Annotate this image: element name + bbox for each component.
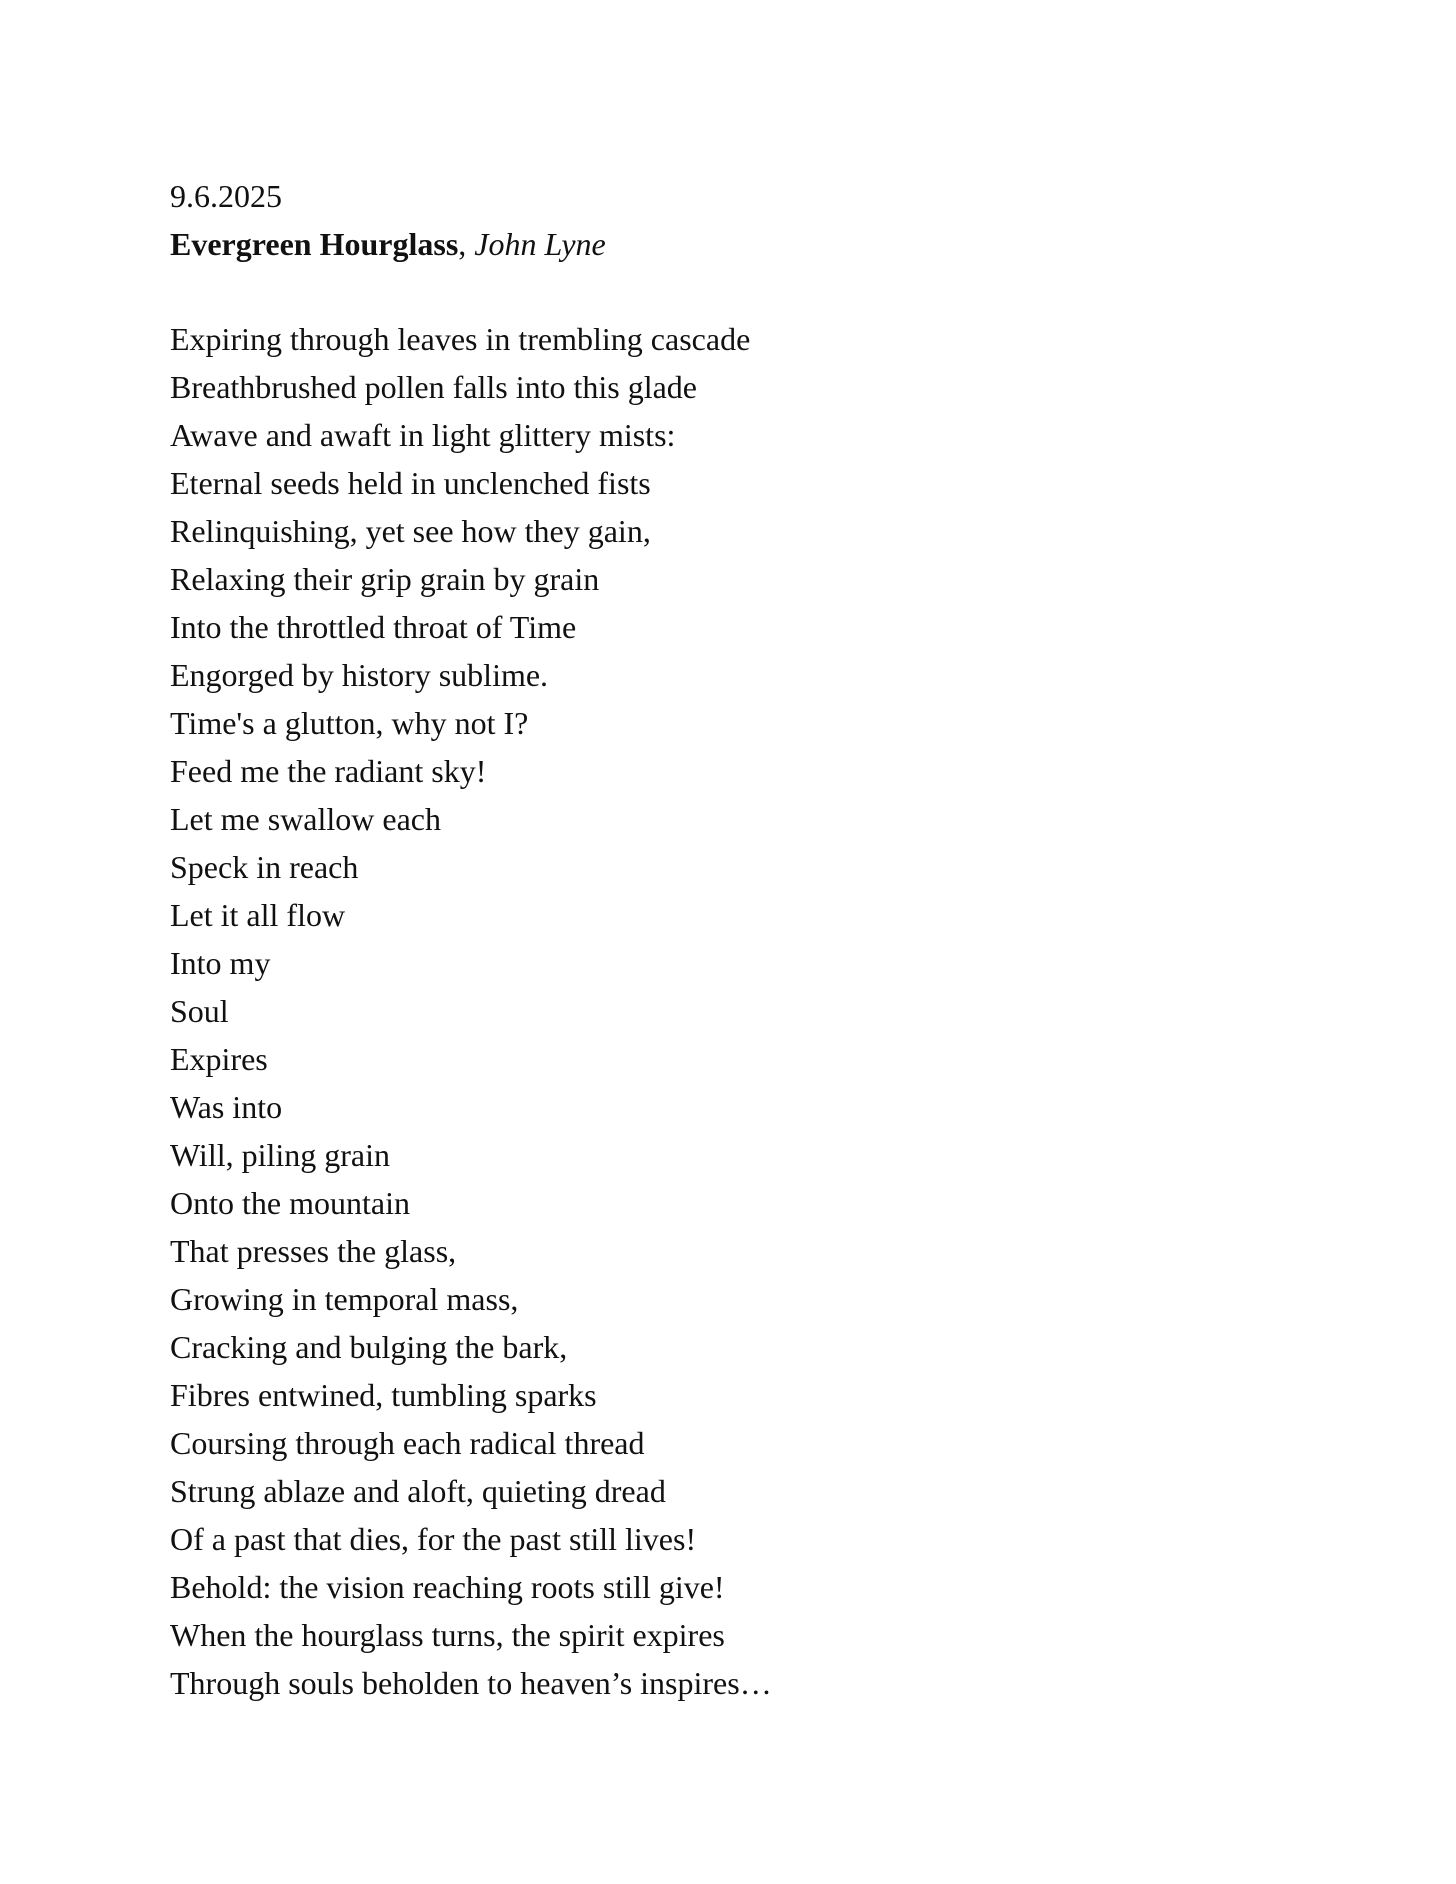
poem-line: Will, piling grain: [170, 1137, 391, 1173]
poem-container: [170, 172, 1270, 1707]
poem-line: Engorged by history sublime.: [170, 657, 549, 693]
poem-line: That presses the glass,: [170, 1233, 457, 1269]
poem-author: John Lyne: [474, 226, 606, 262]
poem-line: Coursing through each radical thread: [170, 1425, 645, 1461]
poem-line: Time's a glutton, why not I?: [170, 705, 529, 741]
poem-line: Feed me the radiant sky!: [170, 753, 487, 789]
poem-line: Eternal seeds held in unclenched fists: [170, 465, 651, 501]
poem-line: Speck in reach: [170, 849, 359, 885]
poem-line: Breathbrushed pollen falls into this glade: [170, 369, 697, 405]
poem-line: Expiring through leaves in trembling cascade: [170, 321, 751, 357]
poem-title: Evergreen Hourglass: [170, 226, 459, 262]
poem-line: Cracking and bulging the bark,: [170, 1329, 568, 1365]
poem-line: Relaxing their grip grain by grain: [170, 561, 600, 597]
poem-date: 9.6.2025: [170, 178, 282, 214]
poem-line: Soul: [170, 993, 229, 1029]
poem-line: Let me swallow each: [170, 801, 441, 837]
poem-line: Strung ablaze and aloft, quieting dread: [170, 1473, 666, 1509]
poem-body: [170, 315, 1270, 1707]
poem-line: When the hourglass turns, the spirit expires: [170, 1617, 725, 1653]
poem-line: Relinquishing, yet see how they gain,: [170, 513, 651, 549]
poem-line: Through souls beholden to heaven’s inspires…: [170, 1665, 772, 1701]
poem-line: Awave and awaft in light glittery mists:: [170, 417, 676, 453]
poem-line: Let it all flow: [170, 897, 346, 933]
poem-line: Into my: [170, 945, 271, 981]
poem-line: Behold: the vision reaching roots still give!: [170, 1569, 725, 1605]
poem-heading: [170, 220, 1270, 268]
title-separator: ,: [458, 226, 475, 262]
poem-line: Onto the mountain: [170, 1185, 410, 1221]
poem-line: Of a past that dies, for the past still lives!: [170, 1521, 697, 1557]
poem-line: Into the throttled throat of Time: [170, 609, 577, 645]
poem-line: Growing in temporal mass,: [170, 1281, 519, 1317]
poem-line: Fibres entwined, tumbling sparks: [170, 1377, 597, 1413]
poem-line: Expires: [170, 1041, 268, 1077]
poem-line: Was into: [170, 1089, 283, 1125]
